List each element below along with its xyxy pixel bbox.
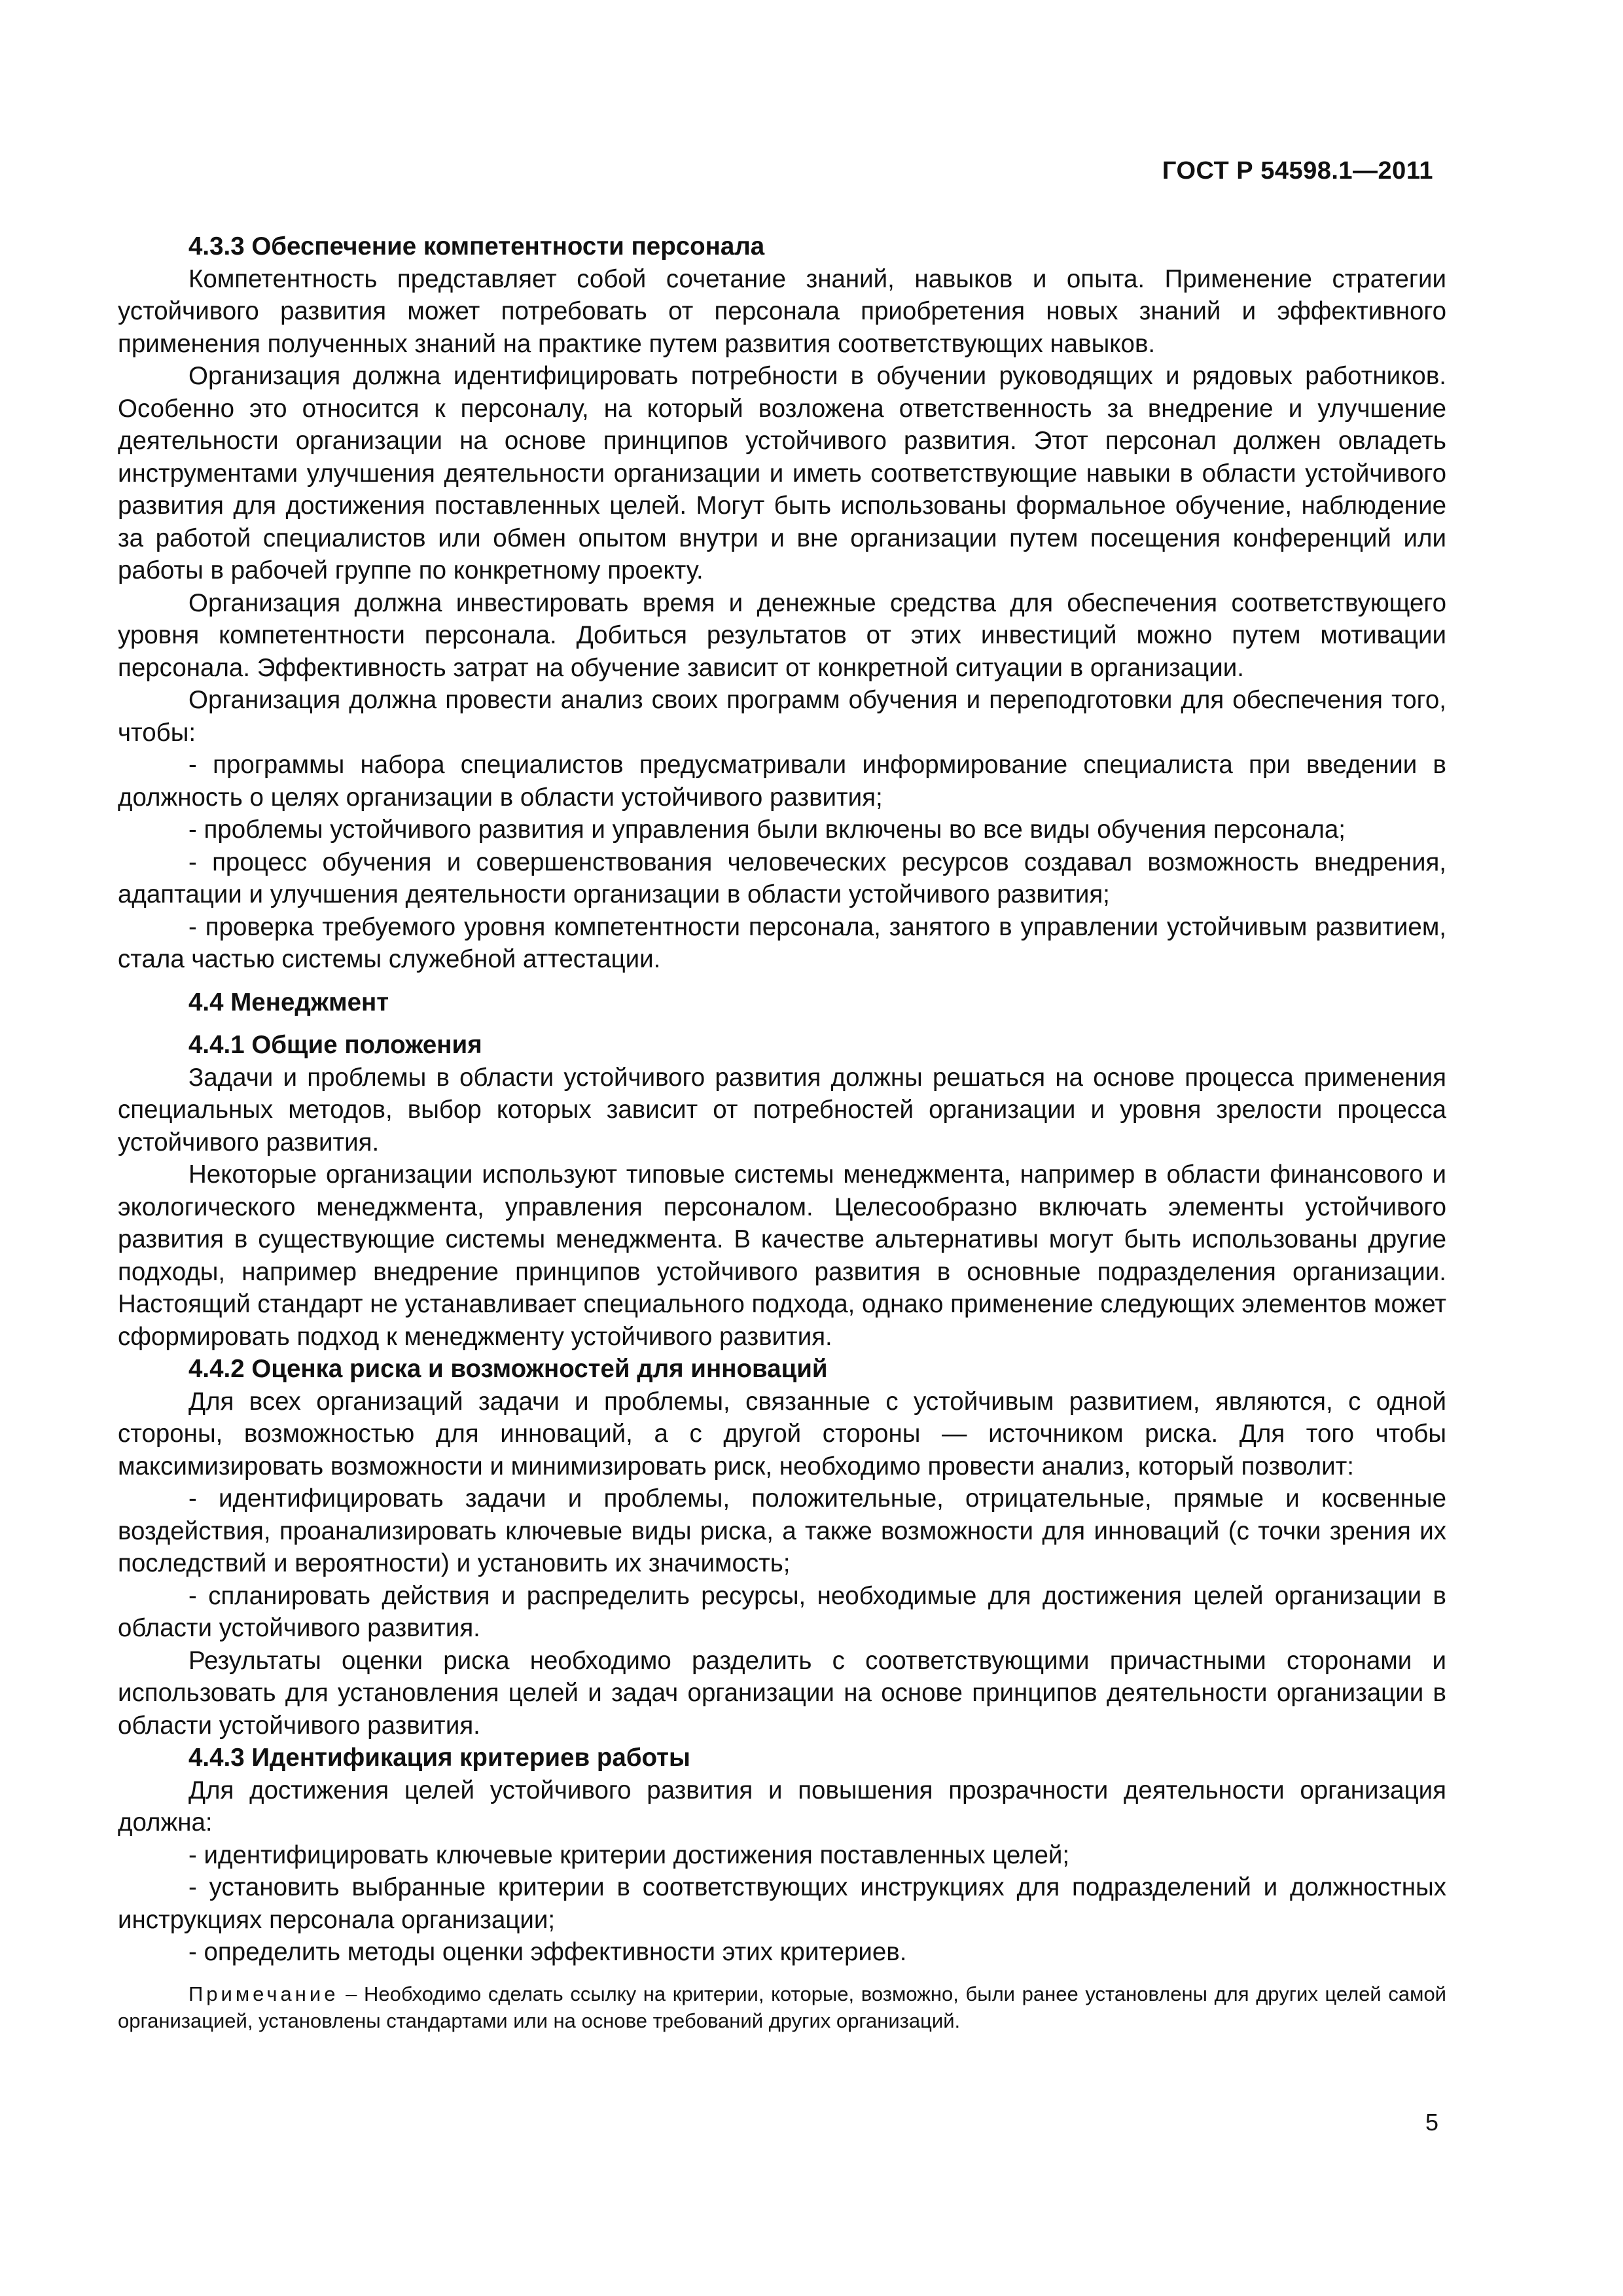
note [118,1981,1446,2034]
section-heading-4-4-2: 4.4.2 Оценка риска и возможностей для инноваций [188,1355,828,1383]
paragraph: Организация должна провести анализ своих программ обучения и переподготовки для обеспечения того, чтобы: [118,686,1446,747]
section-heading-4-4: 4.4 Менеджмент [188,988,389,1016]
list-item: - проблемы устойчивого развития и управления были включены во все виды обучения персонала; [188,816,1346,844]
document-header-id: ГОСТ Р 54598.1—2011 [1162,157,1433,185]
document-body [118,230,1446,2034]
paragraph: Результаты оценки риска необходимо разделить с соответствующими причастными сторонами и использовать для установления целей и задач организации на основе принципов деятельности организации в области устойчивого развития. [118,1646,1446,1740]
paragraph: Организация должна идентифицировать потребности в обучении руководящих и рядовых работников. Особенно это относится к персоналу, на который возложена ответственность за внедрение и улучшение деятельности организации на основе принципов устойчивого развития. Этот персонал должен овладеть инструментами улучшения деятельности организации и иметь соответствующие навыки в области устойчивого развития для достижения поставленных целей. Могут быть использованы формальное обучение, наблюдение за работой специалистов или обмен опытом внутри и вне организации путем посещения конференций или работы в рабочей группе по конкретному проекту. [118,362,1446,584]
paragraph: Некоторые организации используют типовые системы менеджмента, например в области финансового и экологического менеджмента, управления персоналом. Целесообразно включать элементы устойчивого развития в существующие системы менеджмента. В качестве альтернативы могут быть использованы другие подходы, например внедрение принципов устойчивого развития в основные подразделения организации. Настоящий стандарт не устанавливает специального подхода, однако применение следующих элементов может сформировать подход к менеджменту устойчивого развития. [118,1160,1446,1351]
section-heading-4-4-1: 4.4.1 Общие положения [188,1031,482,1059]
paragraph: Организация должна инвестировать время и денежные средства для обеспечения соответствующего уровня компетентности персонала. Добиться результатов от этих инвестиций можно путем мотивации персонала. Эффективность затрат на обучение зависит от конкретной ситуации в организации. [118,588,1446,682]
list-item: - процесс обучения и совершенствования человеческих ресурсов создавал возможность внедрения, адаптации и улучшения деятельности организации в области устойчивого развития; [118,848,1446,908]
list-item: - проверка требуемого уровня компетентности персонала, занятого в управлении устойчивым развитием, стала частью системы служебной аттестации. [118,912,1446,973]
paragraph: Для всех организаций задачи и проблемы, связанные с устойчивым развитием, являются, с одной стороны, возможностью для инноваций, а с другой стороны — источником риска. Для того чтобы максимизировать возможности и минимизировать риск, необходимо провести анализ, который позволит: [118,1387,1446,1480]
list-item: - программы набора специалистов предусматривали информирование специалиста при введении в должность о целях организации в области устойчивого развития; [118,751,1446,812]
paragraph: Компетентность представляет собой сочетание знаний, навыков и опыта. Применение стратегии устойчивого развития может потребовать от персонала приобретения новых знаний и эффективного применения полученных знаний на практике путем развития соответствующих навыков. [118,264,1446,358]
paragraph: Для достижения целей устойчивого развития и повышения прозрачности деятельности организация должна: [118,1776,1446,1837]
page-number: 5 [1425,2109,1438,2136]
section-heading-4-4-3: 4.4.3 Идентификация критериев работы [188,1744,690,1772]
list-item: - спланировать действия и распределить ресурсы, необходимые для достижения целей организации в области устойчивого развития. [118,1581,1446,1642]
list-item: - идентифицировать задачи и проблемы, положительные, отрицательные, прямые и косвенные воздействия, проанализировать ключевые виды риска, а также возможности для инноваций (с точки зрения их последствий и вероятности) и установить их значимость; [118,1484,1446,1577]
list-item: - идентифицировать ключевые критерии достижения поставленных целей; [188,1840,1070,1869]
list-item: - установить выбранные критерии в соответствующих инструкциях для подразделений и должностных инструкциях персонала организации; [118,1873,1446,1934]
paragraph: Задачи и проблемы в области устойчивого развития должны решаться на основе процесса применения специальных методов, выбор которых зависит от потребностей организации и уровня зрелости процесса устойчивого развития. [118,1063,1446,1157]
section-heading-4-3-3: 4.3.3 Обеспечение компетентности персонала [188,232,765,260]
note-text: – Необходимо сделать ссылку на критерии, которые, возможно, были ранее установлены для других целей самой организацией, установлены стандартами или на основе требований других организаций. [118,1982,1446,2032]
note-label: Примечание [188,1982,339,2005]
list-item: - определить методы оценки эффективности этих критериев. [188,1938,907,1966]
